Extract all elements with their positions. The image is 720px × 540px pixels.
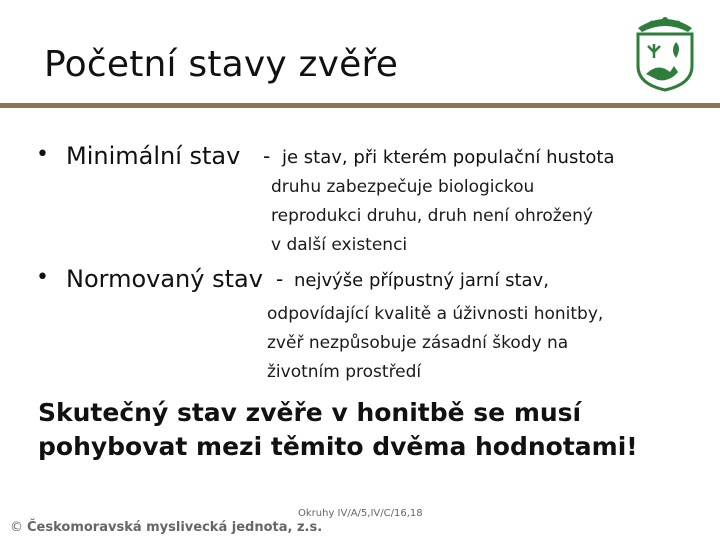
title-divider: [0, 103, 720, 108]
footer-reference: Okruhy IV/A/5,IV/C/16,18: [298, 508, 423, 519]
conclusion-line: Skutečný stav zvěře v honitbě se musí: [38, 398, 582, 427]
bullet-marker: •: [36, 265, 49, 290]
definition-line: je stav, při kterém populační hustota: [282, 147, 615, 168]
conclusion-line: pohybovat mezi těmito dvěma hodnotami!: [38, 432, 638, 461]
definition-line: nejvýše přípustný jarní stav,: [294, 270, 549, 291]
bullet-marker: •: [36, 142, 49, 167]
footer-organization: Českomoravská myslivecká jednota, z.s.: [27, 520, 323, 535]
definition-line: zvěř nezpůsobuje zásadní škody na: [267, 333, 569, 353]
cmmj-shield-logo: [630, 14, 700, 92]
slide-title: Početní stavy zvěře: [44, 44, 399, 85]
bullet-term: Minimální stav: [66, 142, 241, 170]
definition-line: odpovídající kvalitě a úživnosti honitby,: [267, 304, 604, 324]
footer-copyright: [10, 520, 322, 535]
bullet-dash: -: [276, 267, 284, 291]
copyright-icon: ©: [10, 520, 23, 535]
definition-line: v další existenci: [271, 235, 408, 255]
conclusion-text: [38, 396, 698, 464]
definition-line: reprodukci druhu, druh není ohrožený: [271, 206, 593, 226]
definition-line: druhu zabezpečuje biologickou: [271, 177, 535, 197]
definition-line: životním prostředí: [267, 362, 422, 382]
bullet-dash: -: [263, 144, 271, 168]
bullet-term: Normovaný stav: [66, 265, 263, 293]
